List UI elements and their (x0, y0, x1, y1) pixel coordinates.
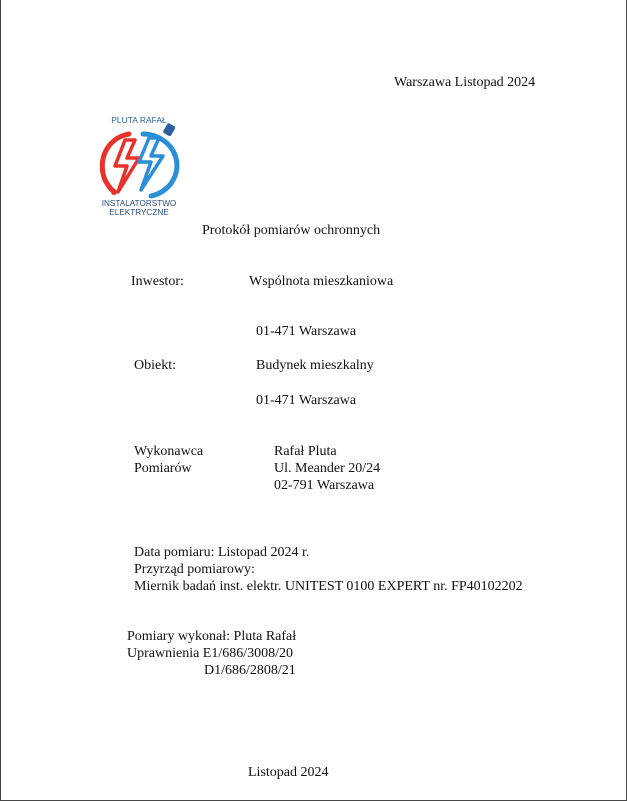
performed-by: Pomiary wykonał: Pluta Rafał (127, 629, 297, 644)
company-logo (91, 112, 191, 218)
place-date: Warszawa Listopad 2024 (394, 75, 536, 90)
contractor-label-1: Wykonawca (134, 444, 204, 459)
logo-line2: ELEKTRYCZNE (109, 208, 169, 217)
measurement-date: Data pomiaru: Listopad 2024 r. (134, 545, 310, 560)
investor-city: 01-471 Warszawa (256, 324, 357, 339)
object-city: 01-471 Warszawa (256, 393, 357, 408)
investor-name: Wspólnota mieszkaniowa (249, 274, 394, 289)
permission-2: D1/686/2808/21 (204, 663, 296, 678)
contractor-street: Ul. Meander 20/24 (274, 461, 381, 476)
object-name: Budynek mieszkalny (256, 358, 374, 373)
device-name: Miernik badań inst. elektr. UNITEST 0100 EXPERT nr. FP40102202 (134, 579, 523, 594)
document-title: Protokół pomiarów ochronnych (202, 223, 381, 238)
logo-line1: INSTALATORSTWO (101, 199, 177, 208)
object-label: Obiekt: (134, 358, 176, 373)
investor-label: Inwestor: (131, 274, 184, 289)
footer-date: Listopad 2024 (248, 765, 329, 780)
contractor-city: 02-791 Warszawa (274, 478, 375, 493)
device-label: Przyrząd pomiarowy: (134, 562, 255, 577)
contractor-label-2: Pomiarów (134, 461, 192, 476)
contractor-name: Rafał Pluta (274, 444, 337, 459)
permission-1: Uprawnienia E1/686/3008/20 (127, 646, 294, 661)
logo-top-text: PLUTA RAFAŁ (111, 115, 167, 125)
